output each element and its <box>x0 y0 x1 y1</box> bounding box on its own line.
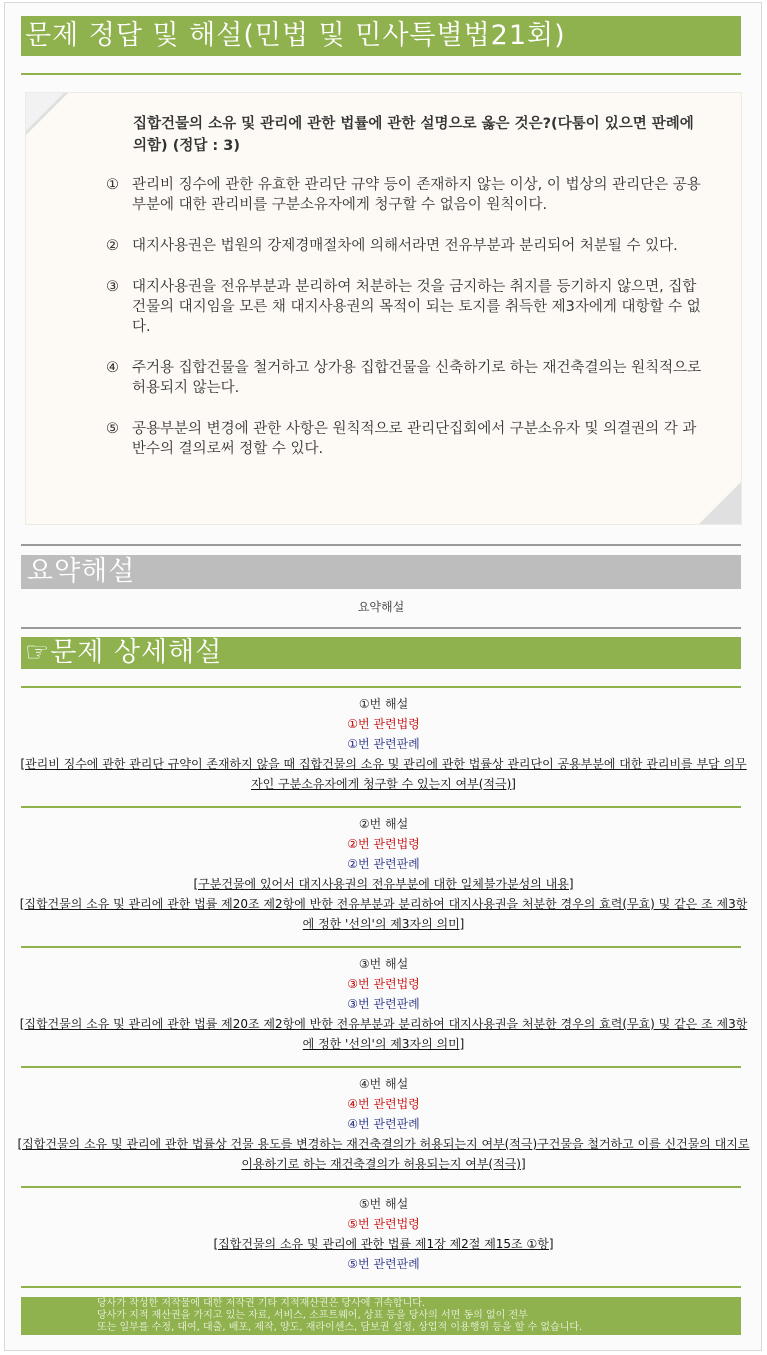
section-divider <box>21 1186 741 1188</box>
section-divider <box>21 1066 741 1068</box>
explanation-heading: ③번 해설 <box>358 957 409 971</box>
related-case-label: ②번 관련판례 <box>347 857 420 871</box>
detail-title: ☞문제 상세해설 <box>21 637 741 669</box>
section-divider <box>21 1286 741 1288</box>
option-text: 대지사용권은 법원의 강제경매절차에 의해서라면 전유부분과 분리되어 처분될 수 있다. <box>132 238 678 254</box>
option-number: ② <box>106 238 119 254</box>
option-number: ⑤ <box>106 421 119 437</box>
related-law-label: ①번 관련법령 <box>347 717 420 731</box>
option-4 <box>106 358 706 398</box>
related-case-label: ④번 관련판례 <box>347 1117 420 1131</box>
section-divider <box>21 686 741 688</box>
footer-line-3: 또는 일부를 수정, 대여, 대출, 배포, 제작, 양도, 재라이센스, 담보권 설정, 상업적 이용행위 등을 할 수 없습니다. <box>97 1322 583 1333</box>
related-case-label: ③번 관련판례 <box>347 997 420 1011</box>
related-case-label: ⑤번 관련판례 <box>347 1257 420 1271</box>
detail-section-2 <box>15 814 752 934</box>
option-text: 공용부분의 변경에 관한 사항은 원칙적으로 관리단집회에서 구분소유자 및 의결권의 각 과반수의 결의로써 정할 수 있다. <box>132 421 697 457</box>
reference-link: [관리비 징수에 관한 관리단 규약이 존재하지 않을 때 집합건물의 소유 및 관리에 관한 법률상 관리단이 공용부분에 대한 관리비를 부담 의무자인 구분소유자에게 청구할 수 있는지 여부(적극)] <box>20 757 747 791</box>
related-law-label: ②번 관련법령 <box>347 837 420 851</box>
question-box <box>25 92 742 525</box>
answer-options <box>106 175 706 480</box>
detail-section-1 <box>15 694 752 794</box>
copyright-footer <box>21 1297 741 1335</box>
summary-title: 요약해설 <box>21 555 741 589</box>
option-text: 대지사용권을 전유부분과 분리하여 처분하는 것을 금지하는 취지를 등기하지 않으면, 집합건물의 대지임을 모른 채 대지사용권의 목적이 되는 토지를 취득한 제3자에게 대항할 수 없다. <box>132 279 701 335</box>
footer-line-2: 당사가 지적 재산권을 가지고 있는 자료, 서비스, 소프트웨어, 상표 등을 당사의 서면 동의 없이 전부 <box>97 1310 528 1321</box>
reference-link: [집합건물의 소유 및 관리에 관한 법률 제1장 제2절 제15조 ①항] <box>213 1237 554 1251</box>
reference-link: [집합건물의 소유 및 관리에 관한 법률 제20조 제2항에 반한 전유부분과 분리하여 대지사용권을 처분한 경우의 효력(무효) 및 같은 조 제3항에 정한 '선의'의 제3자의 의미] <box>19 1017 748 1051</box>
explanation-heading: ②번 해설 <box>358 817 409 831</box>
related-law-label: ⑤번 관련법령 <box>347 1217 420 1231</box>
explanation-heading: ⑤번 해설 <box>358 1197 409 1211</box>
option-text: 주거용 집합건물을 철거하고 상가용 집합건물을 신축하기로 하는 재건축결의는 원칙적으로 허용되지 않는다. <box>132 360 702 396</box>
question-answer: (정답 : 3) <box>172 138 240 154</box>
question-text <box>133 113 703 157</box>
question-stem: 집합건물의 소유 및 관리에 관한 법률에 관한 설명으로 옳은 것은?(다툼이 있으면 판례에 의함) <box>133 116 694 154</box>
page-curl-top-left-icon <box>26 93 68 135</box>
related-law-label: ④번 관련법령 <box>347 1097 420 1111</box>
option-text: 관리비 징수에 관한 유효한 관리단 규약 등이 존재하지 않는 이상, 이 법상의 관리단은 공용부분에 대한 관리비를 구분소유자에게 청구할 수 없음이 원칙이다. <box>132 177 701 213</box>
option-number: ① <box>106 177 119 193</box>
option-number: ④ <box>106 360 119 376</box>
option-2 <box>106 236 706 256</box>
reference-link: [집합건물의 소유 및 관리에 관한 법률 제20조 제2항에 반한 전유부분과 분리하여 대지사용권을 처분한 경우의 효력(무효) 및 같은 조 제3항에 정한 '선의'의 제3자의 의미] <box>19 897 748 931</box>
explanation-heading: ①번 해설 <box>358 697 409 711</box>
summary-divider <box>21 544 741 546</box>
reference-link: [구분건물에 있어서 대지사용권의 전유부분에 대한 일체불가분성의 내용] <box>193 877 574 891</box>
related-case-label: ①번 관련판례 <box>347 737 420 751</box>
detail-section-5 <box>15 1194 752 1274</box>
explanation-heading: ④번 해설 <box>358 1077 409 1091</box>
detail-divider <box>21 627 741 629</box>
option-3 <box>106 277 706 337</box>
title-divider <box>21 73 741 75</box>
page-title: 문제 정답 및 해설(민법 및 민사특별법21회) <box>21 16 741 56</box>
option-number: ③ <box>106 279 119 295</box>
related-law-label: ③번 관련법령 <box>347 977 420 991</box>
page-curl-bottom-right-icon <box>699 482 741 524</box>
footer-line-1: 당사가 작성한 저작물에 대한 저작권 기타 지적재산권은 당사에 귀속합니다. <box>97 1298 426 1309</box>
reference-link: [집합건물의 소유 및 관리에 관한 법률상 건물 용도를 변경하는 재건축결의가 허용되는지 여부(적극)구건물을 철거하고 이를 신건물의 대지로 이용하기로 하는 재건축결의가 허용되는지 여부(적극)] <box>17 1137 750 1171</box>
option-1 <box>106 175 706 215</box>
summary-body: 요약해설 <box>357 600 405 614</box>
section-divider <box>21 946 741 948</box>
section-divider <box>21 806 741 808</box>
detail-section-4 <box>15 1074 752 1174</box>
detail-section-3 <box>15 954 752 1054</box>
option-5 <box>106 419 706 459</box>
